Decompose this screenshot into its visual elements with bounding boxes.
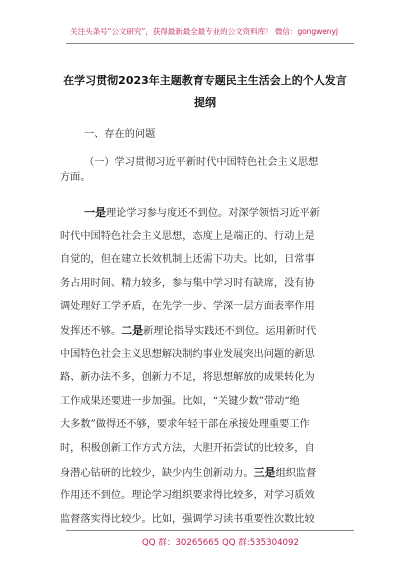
subsection-heading-text: （一）学习贯彻习近平新时代中国特色社会主义思想	[84, 157, 319, 168]
body-text: 时代中国特色社会主义思想，态度上是端正的、行动上是	[60, 230, 315, 242]
body-text: 调处理好工学矛盾，在先学一步、学深一层方面表率作用	[60, 301, 315, 313]
body-text: 中国特色社会主义思想解决制约事业发展突出问题的新思	[60, 348, 315, 360]
emphasis-label: 一是	[84, 206, 106, 219]
body-line	[60, 442, 315, 456]
emphasis-label: 三是	[253, 465, 276, 479]
body-line	[60, 206, 320, 221]
emphasis-label: 二是	[121, 324, 144, 337]
section-heading-text: 一、存在的问题	[84, 129, 156, 140]
body-text: 工作成果还要进一步加强。比如，“关键少数”带动“绝	[60, 395, 300, 407]
document-title-line2: 提纲	[194, 96, 216, 109]
body-text: 监督落实得比较少。比如，强调学习读书重要性次数比较	[60, 513, 315, 525]
body-text: 作用还不到位。理论学习组织要求得比较多，对学习质效	[60, 490, 315, 502]
body-text: 组织监督	[275, 467, 317, 479]
body-text: 时，积极创新工作方式方法，大胆开拓尝试的比较多，自	[60, 443, 315, 454]
subsection-heading-line2: 方面。	[60, 172, 91, 183]
body-line	[60, 466, 316, 481]
header-notice: 关注头条号“公文研究”，获得最新最全最专业的公文资料库！ 微信：gongwenyj	[70, 27, 338, 36]
subsection-heading-line1	[60, 156, 318, 170]
body-line	[60, 300, 315, 314]
body-line	[60, 324, 316, 339]
header-divider	[66, 43, 354, 44]
body-line	[60, 253, 315, 267]
body-line	[60, 230, 315, 244]
body-text: 自觉的，但在建立长效机制上还需下功夫。比如，日常事	[60, 254, 315, 266]
body-line	[60, 513, 315, 527]
body-line	[60, 395, 300, 409]
body-line	[60, 348, 315, 362]
body-text: 发挥还不够。	[60, 326, 122, 337]
body-text: 新理论指导实践还不到位。运用新时代	[143, 326, 317, 337]
body-text: 大多数”做得还不够，要求年轻干部在承接处理重要工作	[60, 419, 310, 431]
body-line	[60, 418, 310, 432]
body-text: 身潜心钻研的比较少，缺少内生创新动力。	[60, 467, 254, 479]
body-text: 路、新办法不多，创新力不足，将思想解放的成果转化为	[60, 372, 315, 384]
body-line	[60, 489, 315, 503]
footer-qq-group-2: QQ 群:535304092	[222, 538, 299, 548]
footer-divider	[66, 530, 354, 531]
body-text: 理论学习参与度还不到位。对深学领悟习近平新	[106, 208, 320, 219]
footer-qq-group-1: QQ 群：30265665	[142, 538, 220, 548]
section-heading	[60, 128, 155, 142]
document-title-line1: 在学习贯彻2023年主题教育专题民主生活会上的个人发言	[63, 74, 347, 87]
body-line	[60, 277, 315, 291]
body-text: 务占用时间、精力较多，参与集中学习时有缺席，没有协	[60, 277, 315, 289]
body-line	[60, 371, 315, 385]
